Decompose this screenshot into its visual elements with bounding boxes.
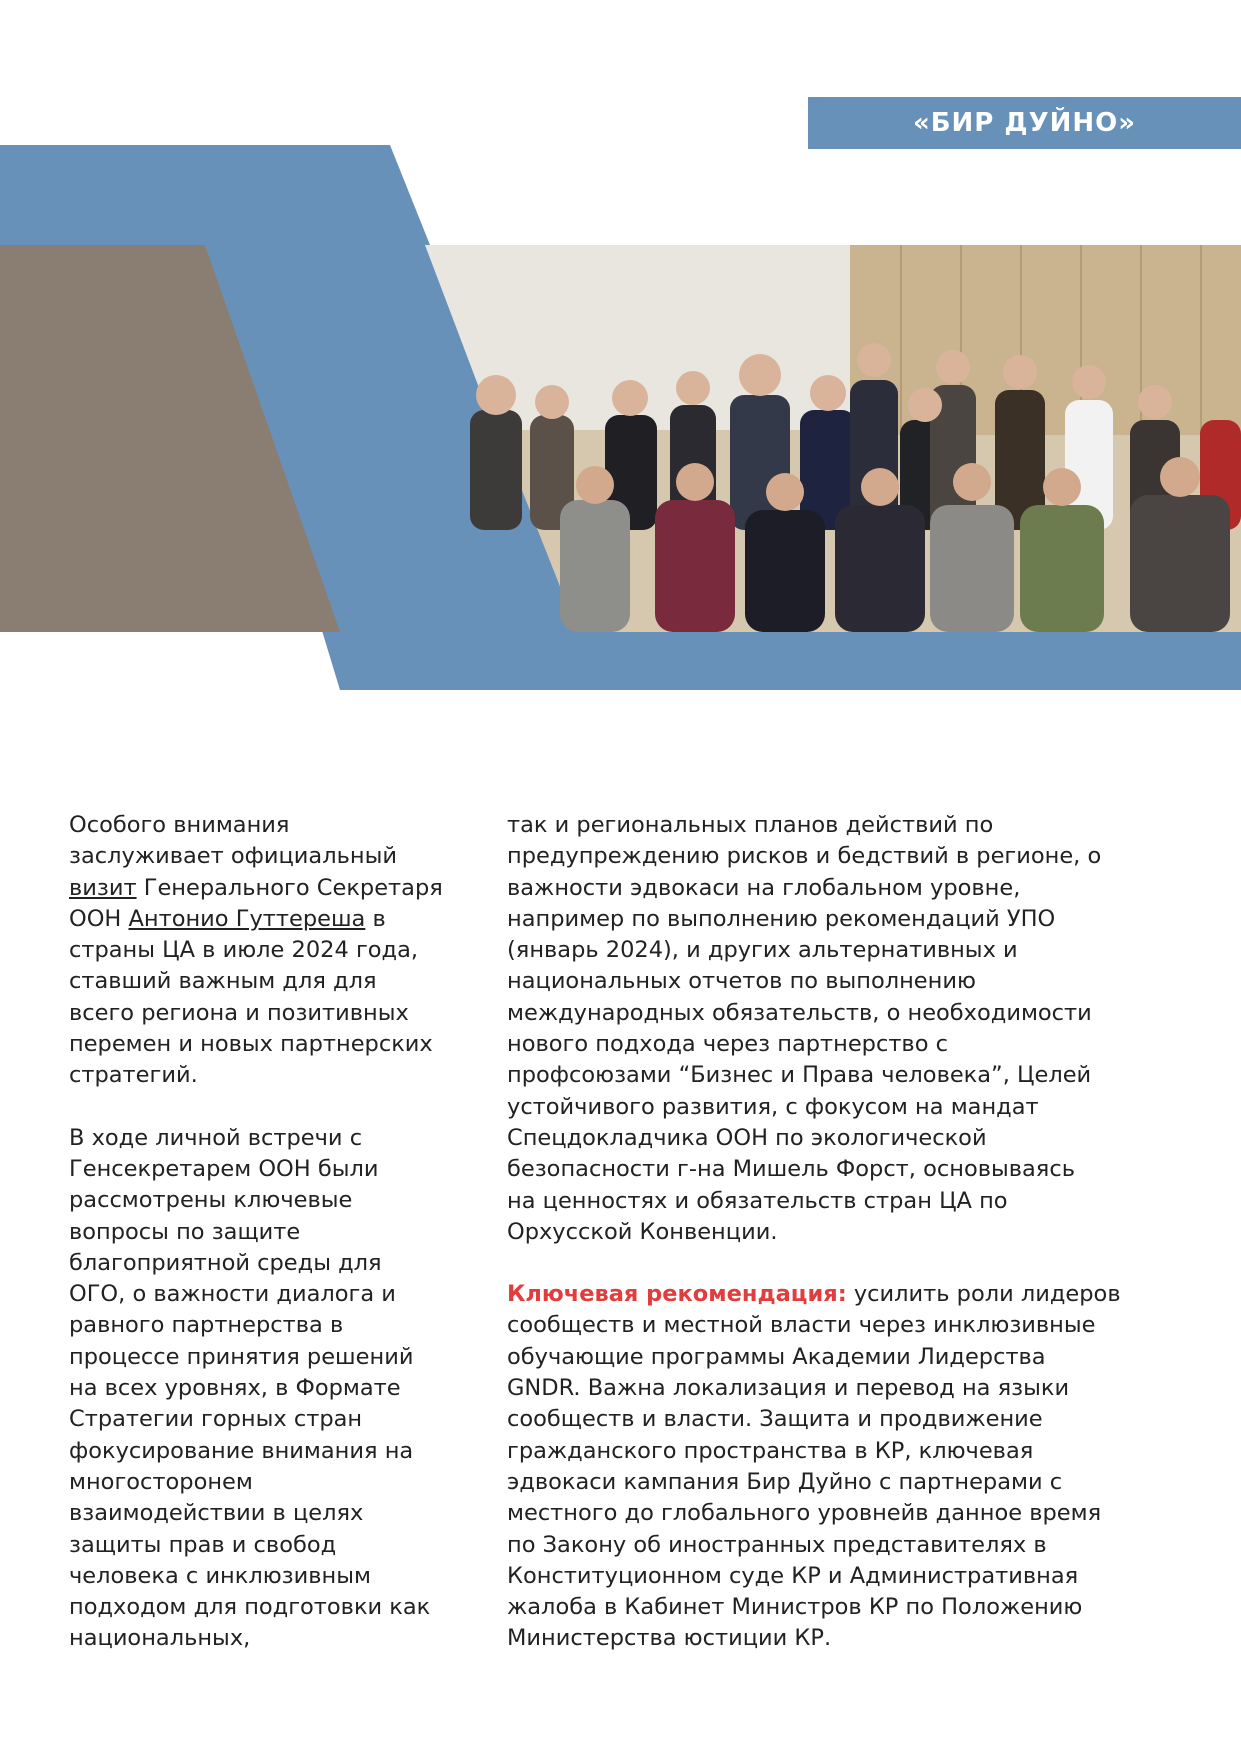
- banner-graphic: [0, 0, 1241, 720]
- left-paragraph-1: Особого внимания заслуживает официальный визит Генерального Секретаря ООН Антонио Гуттереша в страны ЦА в июле 2024 года, ставший важным для для всего региона и позитивных перемен и новых партнерских стратегий.: [69, 812, 443, 1089]
- right-column: [507, 810, 1157, 1655]
- key-recommendation-label: Ключевая рекомендация:: [507, 1281, 847, 1308]
- left-column: [69, 810, 479, 1655]
- header-tag: «БИР ДУЙНО»: [808, 97, 1241, 149]
- left-paragraph-2: В ходе личной встречи с Генсекретарем ООН были рассмотрены ключевые вопросы по защите благоприятной среды для ОГО, о важности диалога и равного партнерства в процессе принятия решений на всех уровнях, в Формате Стратегии горных стран фокусирование внимания на многосторонем взаимодействии в целях защиты прав и свобод человека с инклюзивным подходом для подготовки как национальных,: [69, 1124, 431, 1652]
- visit-link[interactable]: визит: [69, 874, 137, 901]
- key-recommendation: Ключевая рекомендация: усилить роли лидеров сообществ и местной власти через инклюзивные обучающие программы Академии Лидерства GNDR. Важна локализация и перевод на языки сообществ и власти. Защита и продвижение гражданского пространства в КР, ключевая эдвокаси кампания Бир Дуйно с партнерами с местного до глобального уровнейв данное время по Закону об иностранных представителях в Конституционном суде КР и Административная жалоба в Кабинет Министров КР по Положению Министерства юстиции КР.: [507, 1281, 1121, 1652]
- right-paragraph-1: так и региональных планов действий по предупреждению рисков и бедствий в регионе, о важности эдвокаси на глобальном уровне, например по выполнению рекомендаций УПО (январь 2024), и других альтернативных и национальных отчетов по выполнению международных обязательств, о необходимости нового подхода через партнерство с профсоюзами “Бизнес и Права человека”, Целей устойчивого развития, с фокусом на мандат Спецдокладчика ООН по экологической безопасности г-на Мишель Форст, основываясь на ценностях и обязательств стран ЦА по Орхусской Конвенции.: [507, 812, 1102, 1245]
- guterres-link[interactable]: Антонио Гуттереша: [128, 905, 366, 932]
